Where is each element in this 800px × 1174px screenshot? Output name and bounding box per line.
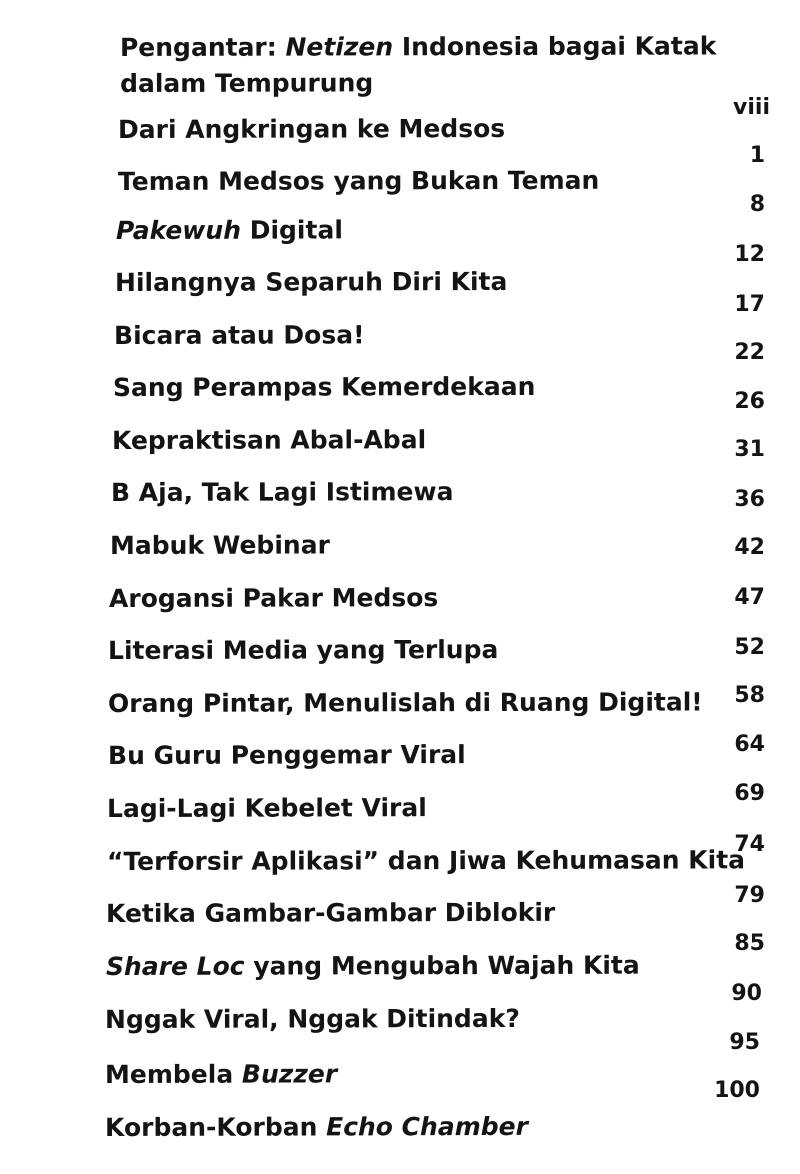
toc-entry-text: Hilangnya Separuh Diri Kita (114, 266, 508, 297)
toc-entry-line (109, 580, 438, 617)
toc-entry-line (118, 111, 505, 148)
toc-entry-title (112, 422, 426, 459)
toc-entry-text: Dari Angkringan ke Medsos (117, 113, 506, 144)
toc-entry-line (115, 264, 507, 301)
toc-entry-title (118, 163, 599, 200)
toc-entry-line (118, 163, 599, 200)
toc-entry-title (105, 1109, 528, 1146)
toc-entry-line (105, 1056, 337, 1093)
toc-entry-italic-text: Buzzer (241, 1059, 338, 1089)
toc-entry-line: dalam Tempurung (120, 68, 374, 98)
toc-page-number: 52 (734, 635, 765, 660)
toc-entry-text: Lagi-Lagi Kebelet Viral (106, 793, 427, 823)
toc-entry-title (113, 369, 535, 406)
toc-entry-line (108, 684, 703, 722)
toc-entry-line (112, 422, 426, 459)
toc-entry-title (108, 737, 466, 774)
toc-entry-line (116, 212, 343, 249)
toc-entry-text: Ketika Gambar-Gambar Diblokir (105, 897, 556, 928)
toc-page-number: 26 (734, 389, 765, 414)
toc-entry-text: Mabuk Webinar (109, 530, 330, 560)
toc-entry-text: Bicara atau Dosa! (113, 320, 365, 350)
toc-entry-line (105, 1001, 520, 1038)
toc-entry-line (107, 842, 745, 880)
toc-entry-title (108, 684, 703, 722)
toc-entry-text: yang Mengubah Wajah Kita (244, 950, 640, 981)
toc-entry-line (107, 790, 427, 827)
toc-entry-title (108, 632, 498, 669)
toc-entry-title (118, 111, 505, 148)
toc-page-number: 74 (734, 832, 765, 857)
toc-entry-line (110, 527, 330, 564)
toc-entry-line (111, 474, 454, 511)
toc-page-number: 8 (749, 192, 765, 217)
toc-entry-title (105, 1001, 520, 1038)
toc-entry-title (107, 790, 427, 827)
toc-page-number: 42 (734, 535, 765, 560)
toc-page-number: 47 (734, 585, 765, 610)
toc-entry-text: B Aja, Tak Lagi Istimewa (110, 477, 454, 507)
toc-page-number: 64 (734, 732, 765, 757)
toc-entry-title (110, 527, 330, 564)
toc-page-number: 85 (734, 931, 765, 956)
toc-entry-line (120, 28, 716, 66)
toc-entry-text: Sang Perampas Kemerdekaan (112, 371, 536, 402)
toc-entry-text: Indonesia bagai Katak (393, 31, 717, 62)
toc-page-number: 58 (734, 683, 765, 708)
toc-page-number: 31 (734, 437, 765, 462)
toc-entry-title (116, 212, 343, 249)
toc-entry-line (106, 895, 555, 932)
toc-entry-text: Literasi Media yang Terlupa (107, 634, 499, 665)
toc-entry-title (107, 842, 745, 880)
toc-page-number: viii (733, 95, 770, 120)
toc-entry-line (108, 737, 466, 774)
toc-entry-text: Teman Medsos yang Bukan Teman (117, 165, 600, 196)
toc-entry-title (115, 264, 507, 301)
toc-entry-text: Orang Pintar, Menulislah di Ruang Digital! (107, 687, 703, 718)
toc-entry-text: Pengantar: (119, 32, 286, 63)
toc-entry-line (114, 317, 365, 354)
toc-entry-title (106, 895, 555, 932)
toc-entry-text: Digital (240, 215, 343, 245)
toc-entry-text: Kepraktisan Abal-Abal (111, 425, 427, 455)
toc-entry-title (114, 317, 365, 354)
toc-page-number: 69 (734, 781, 765, 806)
toc-page-number: 95 (729, 1030, 760, 1055)
toc-entry-line (113, 369, 535, 406)
toc-page-number: 17 (734, 292, 765, 317)
toc-entry-italic-text: Share Loc (105, 951, 245, 981)
toc-page-number: 12 (734, 242, 765, 267)
toc-entry-title (106, 948, 640, 985)
toc-entry-line (108, 632, 498, 669)
toc-entry-text: Korban-Korban (104, 1112, 327, 1142)
toc-page-number: 22 (734, 340, 765, 365)
toc-entry-italic-text: Netizen (285, 32, 394, 62)
toc-entry-title (109, 580, 438, 617)
toc-entry-text: Membela (104, 1059, 242, 1089)
toc-entry-text: Arogansi Pakar Medsos (108, 583, 439, 613)
toc-page-number: 79 (734, 883, 765, 908)
toc-entry-text: Bu Guru Penggemar Viral (107, 740, 466, 770)
toc-entry-line (106, 948, 640, 985)
toc-entry-italic-text: Echo Chamber (326, 1111, 528, 1142)
toc-entry-title (105, 1056, 337, 1093)
toc-entry-line (105, 1109, 528, 1146)
toc-entry-text: “Terforsir Aplikasi” dan Jiwa Kehumasan Kita (106, 845, 746, 876)
toc-page-number: 36 (734, 487, 765, 512)
toc-entry-italic-text: Pakewuh (115, 215, 242, 245)
toc-entry-text: Nggak Viral, Nggak Ditindak? (104, 1003, 520, 1034)
toc-page-number: 100 (714, 1078, 760, 1103)
toc-entry-title (111, 474, 454, 511)
toc-page-number: 90 (731, 981, 762, 1006)
toc-entry-title (120, 28, 717, 102)
toc-page-number: 1 (749, 143, 765, 168)
